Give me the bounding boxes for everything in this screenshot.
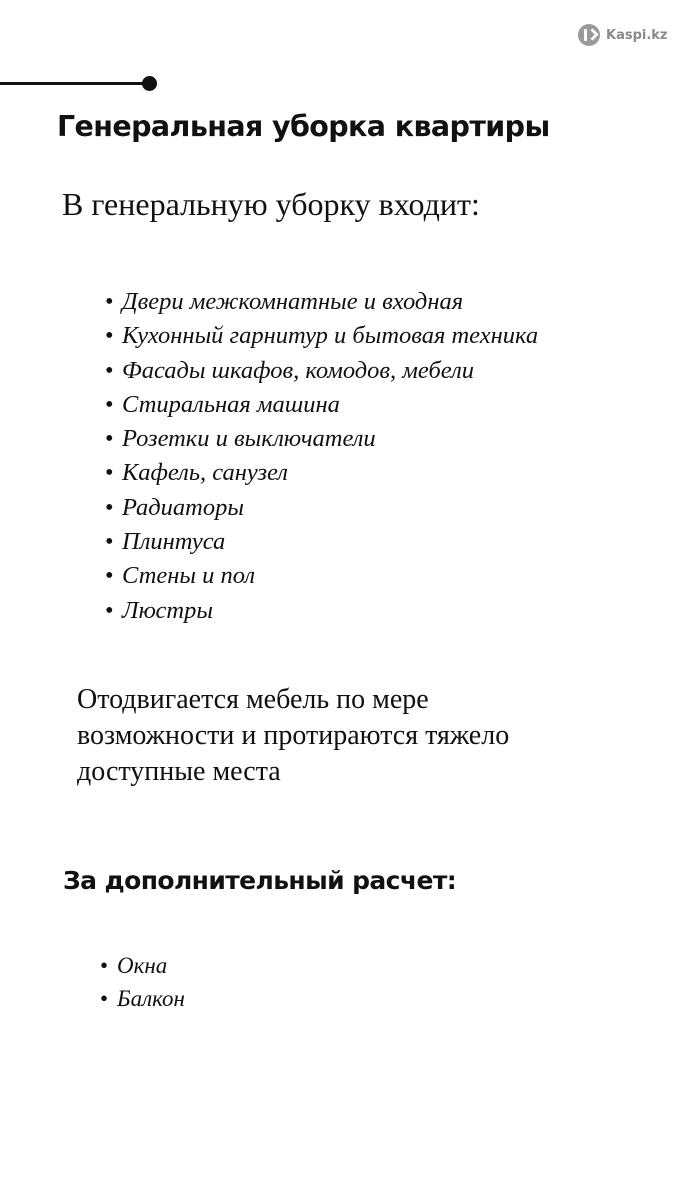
bullet: • xyxy=(100,986,109,1011)
extra-items-list xyxy=(100,949,185,1015)
furniture-note xyxy=(77,682,637,790)
list-item xyxy=(105,388,538,422)
extra-section-title: За дополнительный расчет: xyxy=(63,866,457,895)
bullet: • xyxy=(105,528,114,556)
list-item-text: Стиральная машина xyxy=(122,390,340,418)
list-item-text: Стены и пол xyxy=(122,562,256,590)
list-item xyxy=(105,525,538,559)
bullet: • xyxy=(105,425,114,453)
list-item-text: Люстры xyxy=(122,596,213,624)
list-item-text: Розетки и выключатели xyxy=(122,425,376,453)
list-item xyxy=(105,559,538,593)
intro-text: В генеральную уборку входит: xyxy=(62,186,480,222)
list-item xyxy=(105,491,538,525)
watermark-text: Kaspi.kz xyxy=(606,27,668,43)
decorative-dot xyxy=(142,76,157,91)
bullet: • xyxy=(105,562,114,590)
bullet: • xyxy=(100,953,109,978)
bullet: • xyxy=(105,390,114,418)
bullet: • xyxy=(105,493,114,521)
bullet: • xyxy=(105,459,114,487)
list-item xyxy=(105,285,538,319)
list-item-text: Плинтуса xyxy=(122,528,226,556)
list-item xyxy=(100,949,185,982)
list-item-text: Радиаторы xyxy=(122,493,244,521)
bullet: • xyxy=(105,596,114,624)
list-item-text: Окна xyxy=(117,953,168,978)
note-line: Отодвигается мебель по мере xyxy=(77,684,429,715)
bullet: • xyxy=(105,356,114,384)
list-item-text: Кухонный гарнитур и бытовая техника xyxy=(122,322,539,350)
decorative-line xyxy=(0,82,146,85)
kaspi-watermark xyxy=(578,24,668,46)
list-item xyxy=(100,982,185,1015)
list-item-text: Двери межкомнатные и входная xyxy=(122,288,464,315)
list-item xyxy=(105,456,538,490)
list-item xyxy=(105,354,538,388)
list-item xyxy=(105,319,538,353)
included-items-list xyxy=(105,285,538,628)
kaspi-logo-icon xyxy=(578,24,600,46)
page-title: Генеральная уборка квартиры xyxy=(57,110,550,143)
list-item-text: Фасады шкафов, комодов, мебели xyxy=(122,356,474,384)
note-line: доступные места xyxy=(77,756,281,787)
note-line: возможности и протираются тяжело xyxy=(77,720,510,751)
list-item-text: Балкон xyxy=(117,986,185,1011)
bullet: • xyxy=(105,288,114,315)
list-item-text: Кафель, санузел xyxy=(122,459,288,487)
list-item xyxy=(105,422,538,456)
list-item xyxy=(105,594,538,628)
bullet: • xyxy=(105,322,114,350)
